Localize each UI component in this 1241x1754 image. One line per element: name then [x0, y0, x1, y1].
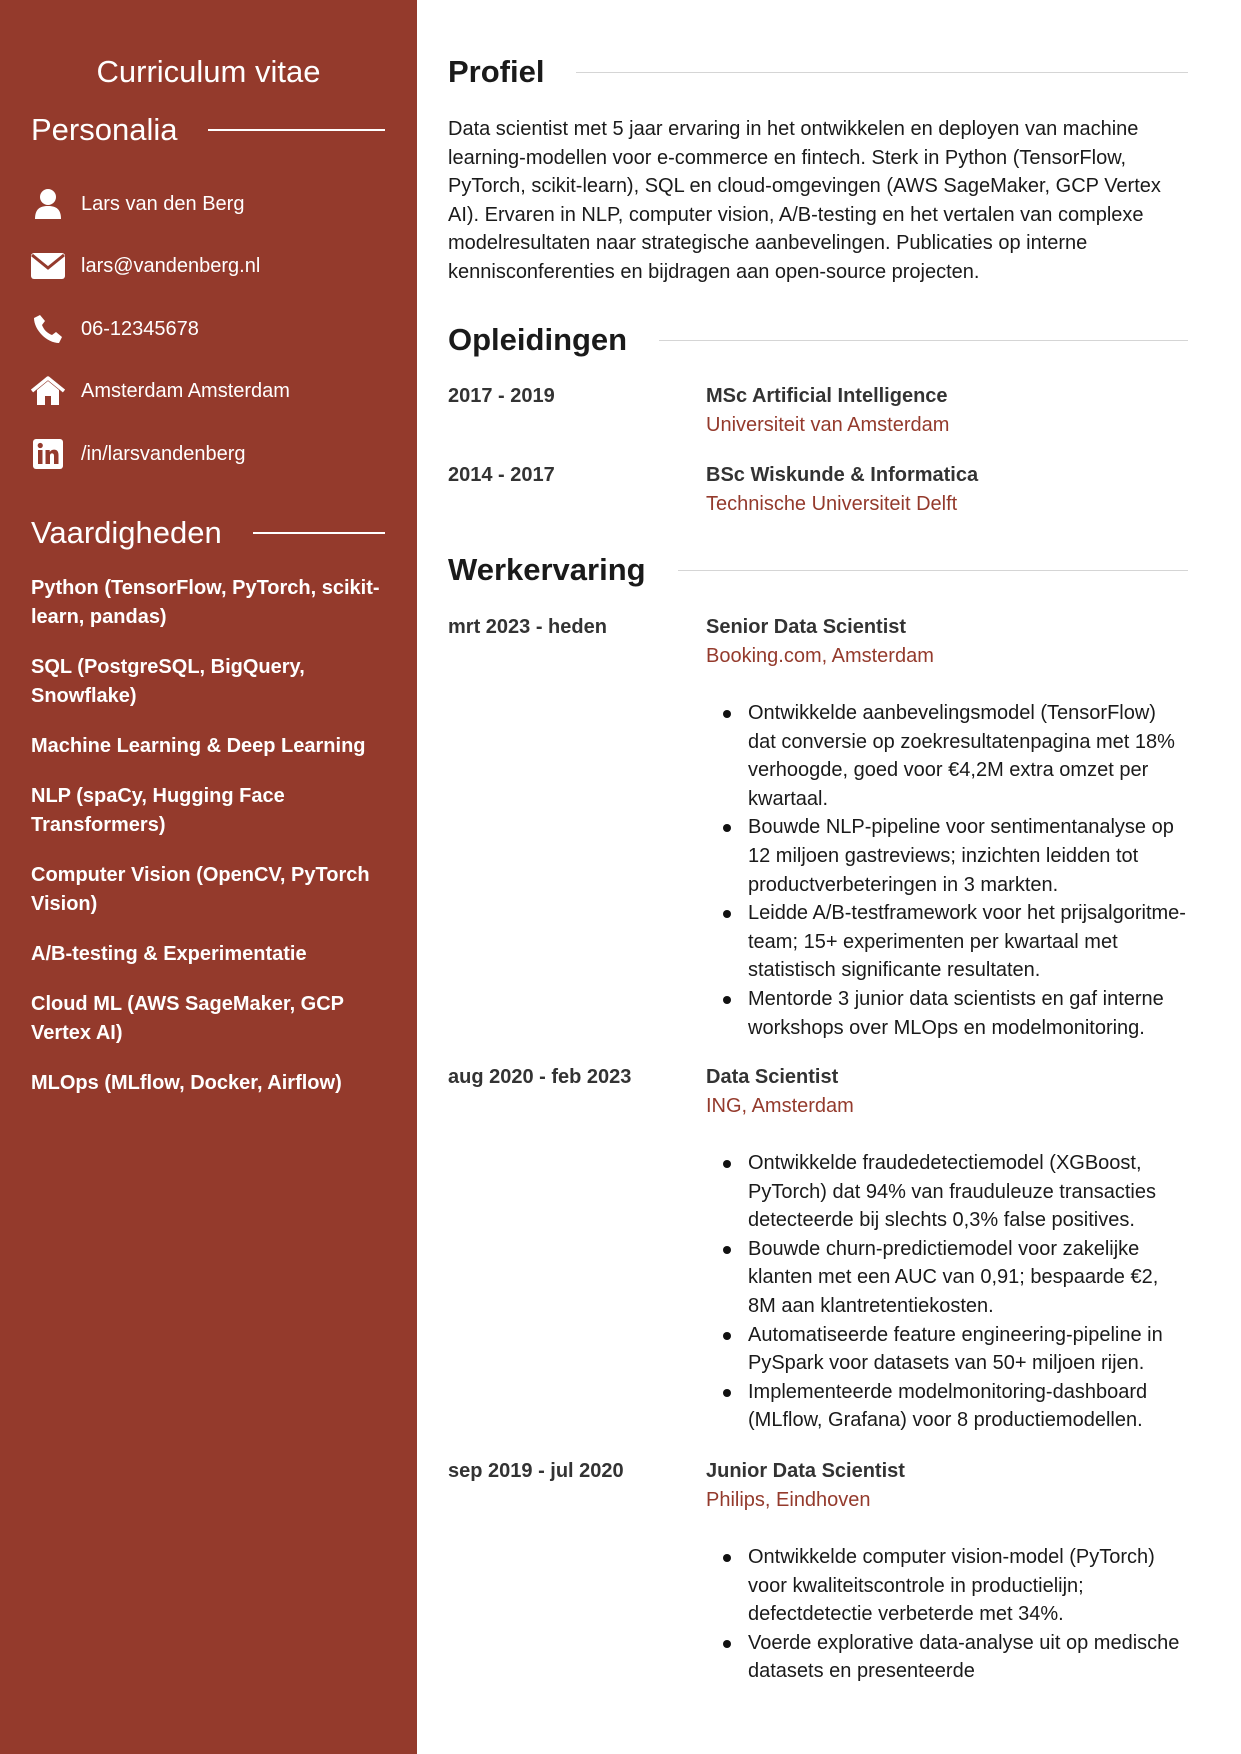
profile-heading-label: Profiel: [448, 54, 545, 89]
education-date: 2014 - 2017: [448, 464, 555, 486]
job-bullets: [706, 1149, 1188, 1435]
job-company: ING, Amsterdam: [706, 1095, 854, 1117]
education-institution: Technische Universiteit Delft: [706, 493, 958, 515]
experience-date: mrt 2023 - heden: [448, 616, 607, 638]
job-bullet: Bouwde churn-predictiemodel voor zakelijke klanten met een AUC van 0,91; bespaarde €2, 8M aan klantretentiekosten.: [706, 1235, 1188, 1321]
profile-text: Data scientist met 5 jaar ervaring in het ontwikkelen en deployen van machine learning-modellen voor e-commerce en fintech. Sterk in Python (TensorFlow, PyTorch, scikit-learn), SQL en cloud-omgevingen (AWS SageMaker, GCP Vertex AI). Ervaren in NLP, computer vision, A/B-testing en het vertalen van complexe modelresultaten naar strategische aanbevelingen. Publicaties op interne kennisconferenties en bijdragen aan open-source projecten.: [448, 118, 1161, 283]
user-icon: [31, 188, 65, 220]
job-bullet: Automatiseerde feature engineering-pipeline in PySpark voor datasets van 50+ miljoen rijen.: [706, 1321, 1188, 1378]
job-bullet: Ontwikkelde computer vision-model (PyTorch) voor kwaliteitscontrole in productielijn; defectdetectie verbeterde met 34%.: [706, 1543, 1188, 1629]
cv-title: Curriculum vitae: [96, 54, 321, 89]
education-date: 2017 - 2019: [448, 385, 555, 407]
personalia-email[interactable]: [31, 248, 260, 284]
education-body: [706, 382, 1188, 440]
job-title: Data Scientist: [706, 1066, 839, 1088]
personalia-name-label: Lars van den Berg: [81, 192, 245, 215]
personalia-phone[interactable]: [31, 311, 199, 347]
experience-body: [706, 1457, 1188, 1686]
skills-heading-label: Vaardigheden: [31, 515, 222, 550]
skill-item: SQL (PostgreSQL, BigQuery, Snowflake): [31, 656, 305, 707]
experience-body: [706, 613, 1188, 1042]
job-company: Booking.com, Amsterdam: [706, 645, 934, 667]
education-heading: [448, 320, 1188, 360]
profile-heading: [448, 52, 1188, 92]
experience-body: [706, 1063, 1188, 1435]
personalia-linkedin[interactable]: [31, 436, 246, 472]
job-bullet: Ontwikkelde aanbevelingsmodel (TensorFlow) dat conversie op zoekresultatenpagina met 18% verhoogde, goed voor €4,2M extra omzet per kwartaal.: [706, 699, 1188, 813]
education-divider: [659, 340, 1188, 341]
personalia-name: [31, 186, 244, 222]
job-bullet: Implementeerde modelmonitoring-dashboard (MLflow, Grafana) voor 8 productiemodellen.: [706, 1378, 1188, 1435]
job-bullet: Ontwikkelde fraudedetectiemodel (XGBoost, PyTorch) dat 94% van frauduleuze transacties detecteerde bij slechts 0,3% false positives.: [706, 1149, 1188, 1235]
skill-item: Machine Learning & Deep Learning: [31, 735, 366, 757]
education-body: [706, 461, 1188, 519]
skill-item: MLOps (MLflow, Docker, Airflow): [31, 1072, 342, 1094]
job-bullet: Voerde explorative data-analyse uit op medische datasets en presenteerde: [706, 1629, 1188, 1686]
skills-heading: [31, 513, 385, 553]
personalia-address-label: Amsterdam Amsterdam: [81, 379, 290, 402]
experience-heading-label: Werkervaring: [448, 552, 646, 587]
personalia-divider: [208, 129, 385, 131]
education-title: BSc Wiskunde & Informatica: [706, 464, 979, 486]
experience-date: sep 2019 - jul 2020: [448, 1460, 624, 1482]
personalia-address: [31, 373, 290, 409]
job-bullet: Mentorde 3 junior data scientists en gaf interne workshops over MLOps en modelmonitoring.: [706, 985, 1188, 1042]
personalia-heading: [31, 110, 385, 150]
job-bullet: Bouwde NLP-pipeline voor sentimentanalyse op 12 miljoen gastreviews; inzichten leidden tot productverbeteringen in 3 markten.: [706, 813, 1188, 899]
personalia-phone-label: 06-12345678: [81, 317, 199, 340]
sidebar: [0, 0, 417, 1754]
experience-date: aug 2020 - feb 2023: [448, 1066, 632, 1088]
skill-item: Python (TensorFlow, PyTorch, scikit-learn, pandas): [31, 577, 380, 628]
home-icon: [31, 375, 65, 407]
job-bullets: [706, 1543, 1188, 1686]
education-title: MSc Artificial Intelligence: [706, 385, 948, 407]
personalia-linkedin-label: /in/larsvandenberg: [81, 442, 246, 465]
phone-icon: [31, 313, 65, 345]
job-title: Junior Data Scientist: [706, 1460, 905, 1482]
personalia-email-label: lars@vandenberg.nl: [81, 254, 261, 277]
job-company: Philips, Eindhoven: [706, 1489, 871, 1511]
job-bullets: [706, 699, 1188, 1042]
skill-item: Computer Vision (OpenCV, PyTorch Vision): [31, 864, 370, 915]
personalia-heading-label: Personalia: [31, 112, 178, 147]
experience-divider: [678, 570, 1188, 571]
education-heading-label: Opleidingen: [448, 322, 628, 357]
profile-divider: [576, 72, 1188, 73]
skill-item: NLP (spaCy, Hugging Face Transformers): [31, 785, 285, 836]
job-title: Senior Data Scientist: [706, 616, 907, 638]
envelope-icon: [31, 250, 65, 282]
linkedin-icon: [31, 438, 65, 470]
skills-list: [31, 574, 391, 1119]
education-institution: Universiteit van Amsterdam: [706, 414, 950, 436]
skill-item: A/B-testing & Experimentatie: [31, 943, 307, 965]
job-bullet: Leidde A/B-testframework voor het prijsalgoritme-team; 15+ experimenten per kwartaal met statistisch significante resultaten.: [706, 899, 1188, 985]
experience-heading: [448, 550, 1188, 590]
skill-item: Cloud ML (AWS SageMaker, GCP Vertex AI): [31, 993, 344, 1044]
skills-divider: [253, 532, 385, 534]
